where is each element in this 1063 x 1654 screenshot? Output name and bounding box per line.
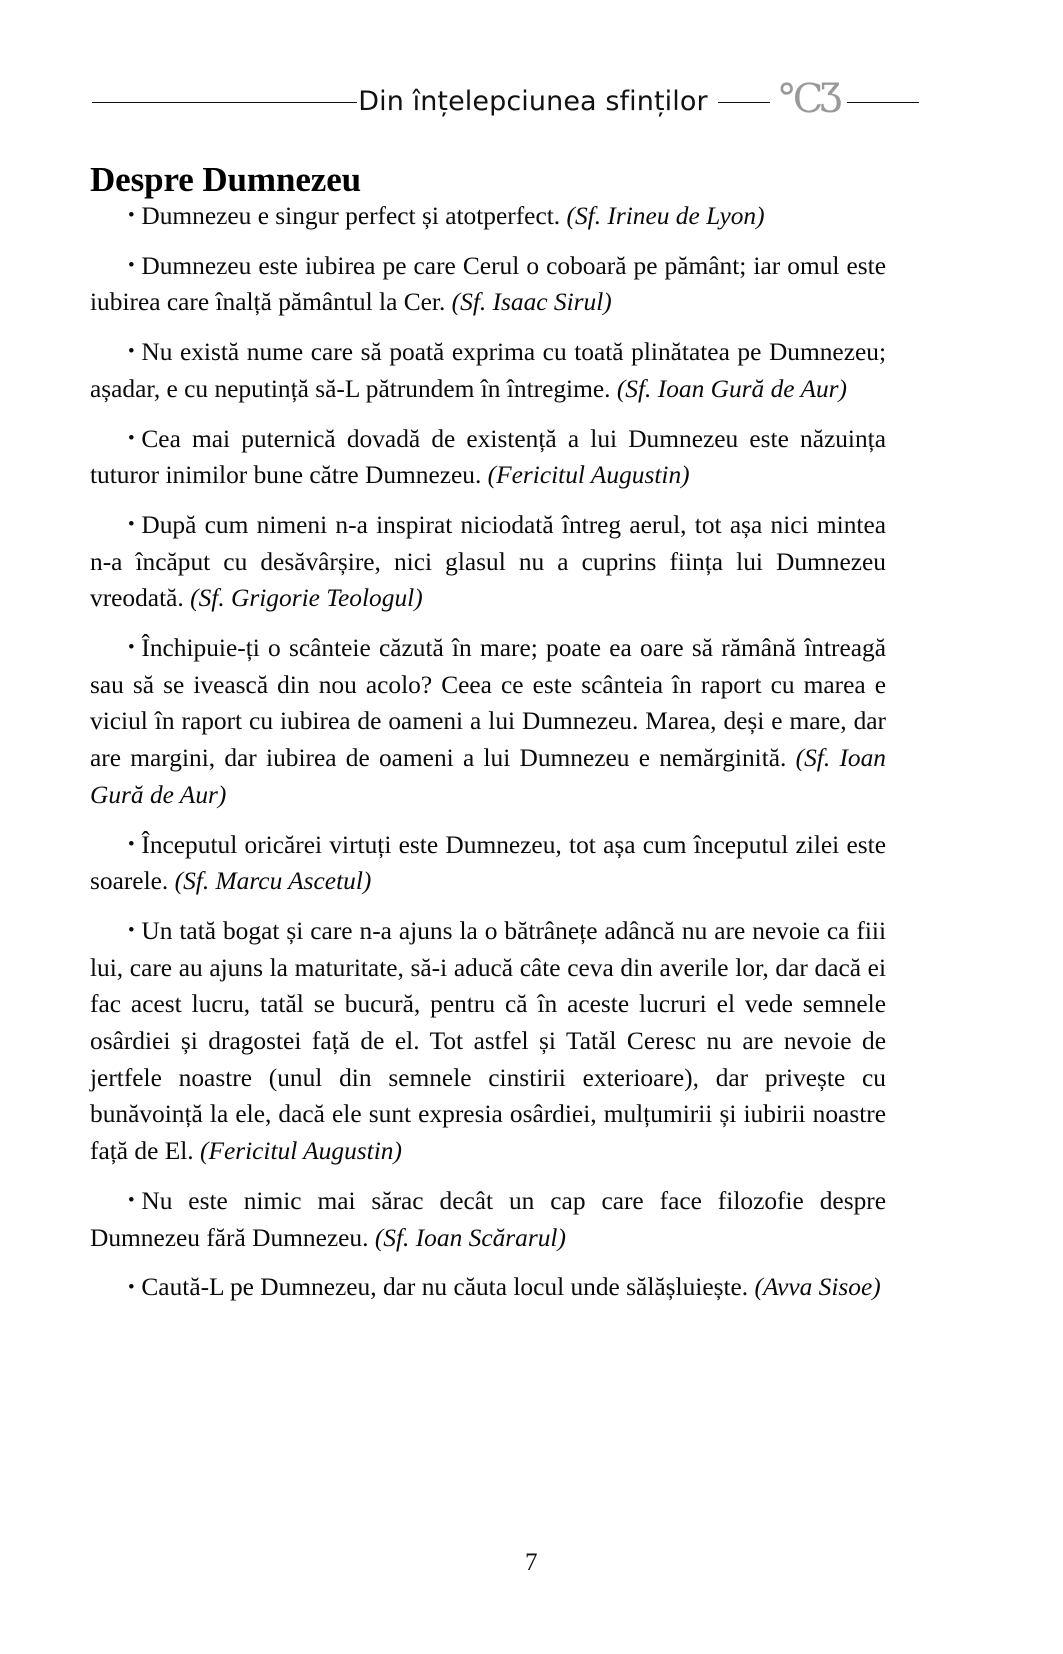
quote-source: (Avva Sisoe) [754,1273,881,1302]
quote-item [90,421,886,494]
quote-text: Închipuie-ți o scânteie căzută în mare; poate ea oare să rămână întreagă sau să se ivească din nou acolo? Ceea ce este scânteia în raport cu marea e viciul în raport cu iubirea de oameni a lui Dumnezeu. Marea, deși e mare, dar are margini, dar iubirea de oameni a lui Dumnezeu e nemărginită. [90,634,886,773]
quote-source: (Sf. Ioan Gură de Aur) [90,744,886,809]
running-head [92,78,919,126]
bullet-icon: • [128,1276,141,1298]
quote-text: Începutul oricărei virtuți este Dumnezeu, tot așa cum începutul zilei este soarele. [90,830,886,896]
rule-left [92,102,357,103]
quote-text: Cea mai puternică dovadă de existență a lui Dumnezeu este năzuința tuturor inimilor bune către Dumnezeu. [90,424,886,490]
quote-item [90,248,886,321]
rule-middle [718,102,770,103]
flourish-ornament-icon: ℃Ʒ [778,76,838,122]
bullet-icon: • [128,427,141,449]
quote-text: Dumnezeu este iubirea pe care Cerul o coboară pe pământ; iar omul este iubirea care înalță pământul la Cer. [90,251,886,317]
page-number: 7 [525,1549,538,1576]
bullet-icon: • [128,637,141,659]
quote-item [90,334,886,407]
quote-text: Un tată bogat și care n-a ajuns la o bătrânețe adâncă nu are nevoie ca fiii lui, care au ajuns la maturitate, să-i aducă câte ceva din averile lor, dar dacă ei fac acest lucru, tatăl se bucură, pentru că în aceste lucruri el vede semnele osârdiei și dragostei față de el. Tot astfel și Tatăl Ceresc nu are nevoie de jertfele noastre (unul din semnele cinstirii exterioare), dar privește cu bunăvoință la ele, dacă ele sunt expresia osârdiei, mulțumirii și iubirii noastre față de El. [90,916,886,1166]
quote-source: (Sf. Irineu de Lyon) [566,202,765,230]
quote-item [90,1183,886,1256]
quote-text: Dumnezeu e singur perfect și atotperfect. [141,202,561,230]
bullet-icon: • [128,1190,141,1212]
bullet-icon: • [128,920,141,942]
quote-source: (Sf. Ioan Gură de Aur) [616,374,847,403]
bullet-icon: • [128,255,141,277]
quote-source: (Sf. Marcu Ascetul) [174,867,372,896]
quote-source: (Sf. Isaac Sirul) [451,288,612,317]
quote-text: Nu există nume care să poată exprima cu toată plinătatea pe Dumnezeu; așadar, e cu neputință să-L pătrundem în întregime. [90,338,886,403]
quote-item [90,1269,886,1306]
quote-source: (Fericitul Augustin) [199,1137,402,1166]
bullet-icon: • [128,205,141,227]
body-text-column [90,198,886,1306]
running-head-title: Din înțelepciunea sfinților [358,85,708,117]
quote-source: (Fericitul Augustin) [487,461,690,490]
quote-item [90,913,886,1170]
quote-text: Nu este nimic mai sărac decât un cap care face filozofie despre Dumnezeu fără Dumnezeu. [90,1186,886,1252]
quote-item [90,827,886,900]
rule-right [847,102,919,103]
quote-text: După cum nimeni n-a inspirat niciodată întreg aerul, tot așa nici mintea n-a încăput cu desăvârșire, nici glasul nu a cuprins ființa lui Dumnezeu vreodată. [90,510,886,613]
section-heading: Despre Dumnezeu [90,160,362,200]
quote-text: Caută-L pe Dumnezeu, dar nu căuta locul unde sălășluiește. [141,1273,749,1302]
bullet-icon: • [128,341,141,363]
bullet-icon: • [128,514,141,536]
quote-item [90,507,886,617]
bullet-icon: • [128,833,141,855]
quote-source: (Sf. Ioan Scărarul) [374,1223,566,1252]
quote-item [90,630,886,814]
quote-item [90,198,886,235]
quote-source: (Sf. Grigorie Teologul) [190,584,423,613]
